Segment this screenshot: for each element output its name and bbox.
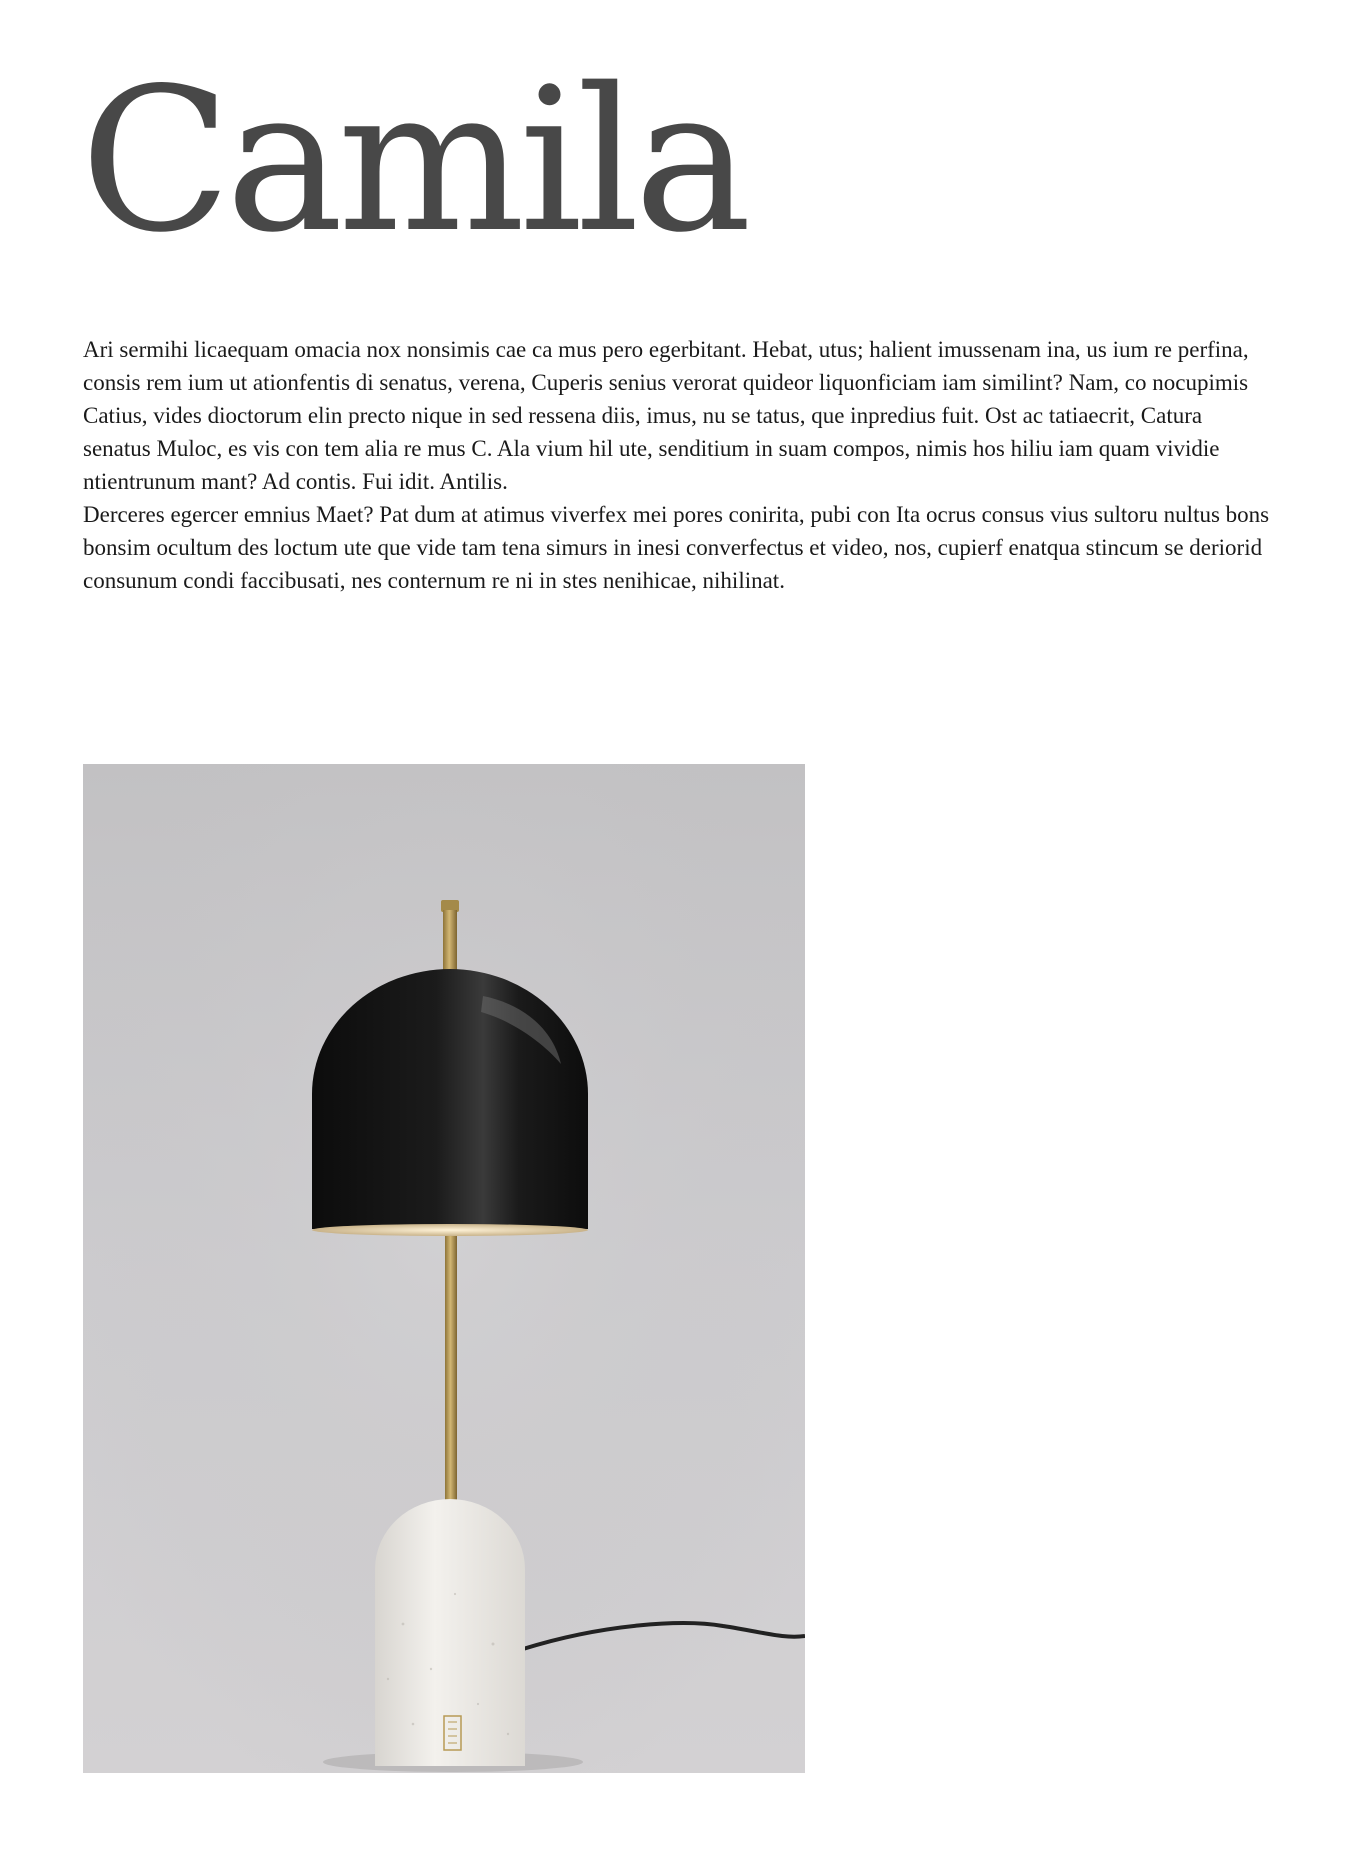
paragraph-2: Derceres egercer emnius Maet? Pat dum at atimus viverfex mei pores conirita, pubi con Ita ocrus consus vius sultoru nultus bons bonsim ocultum des loctum ute que vide tam tena simurs in inesi converfectus et video, nos, cupierf enatqua stincum se deriorid consunum condi faccibusati, nes conternum re ni in stes nenihicae, nihilinat. bbox=[83, 502, 1270, 593]
lamp-photo bbox=[83, 764, 805, 1773]
paragraph-1: Ari sermihi licaequam omacia nox nonsimis cae ca mus pero egerbitant. Hebat, utus; halient imussenam ina, us ium re perfina, consis rem ium ut ationfentis di senatus, verena, Cuperis senius verorat quideor liquonficiam iam similint? Nam, co nocupimis Catius, vides dioctorum elin precto nique in sed ressena diis, imus, nu se tatus, que inpredius fuit. Ost ac tatiaecrit, Catura senatus Muloc, es vis con tem alia re mus C. Ala vium hil ute, senditium in suam compos, nimis hos hiliu iam quam vividie ntientrunum mant? Ad contis. Fui idit. Antilis. bbox=[83, 337, 1249, 494]
table-lamp-image bbox=[83, 764, 805, 1773]
marble-base bbox=[375, 1499, 525, 1766]
brass-stem bbox=[445, 1224, 457, 1514]
page-title: Camila bbox=[80, 45, 746, 276]
body-text bbox=[83, 333, 1273, 597]
black-lampshade bbox=[312, 969, 588, 1229]
